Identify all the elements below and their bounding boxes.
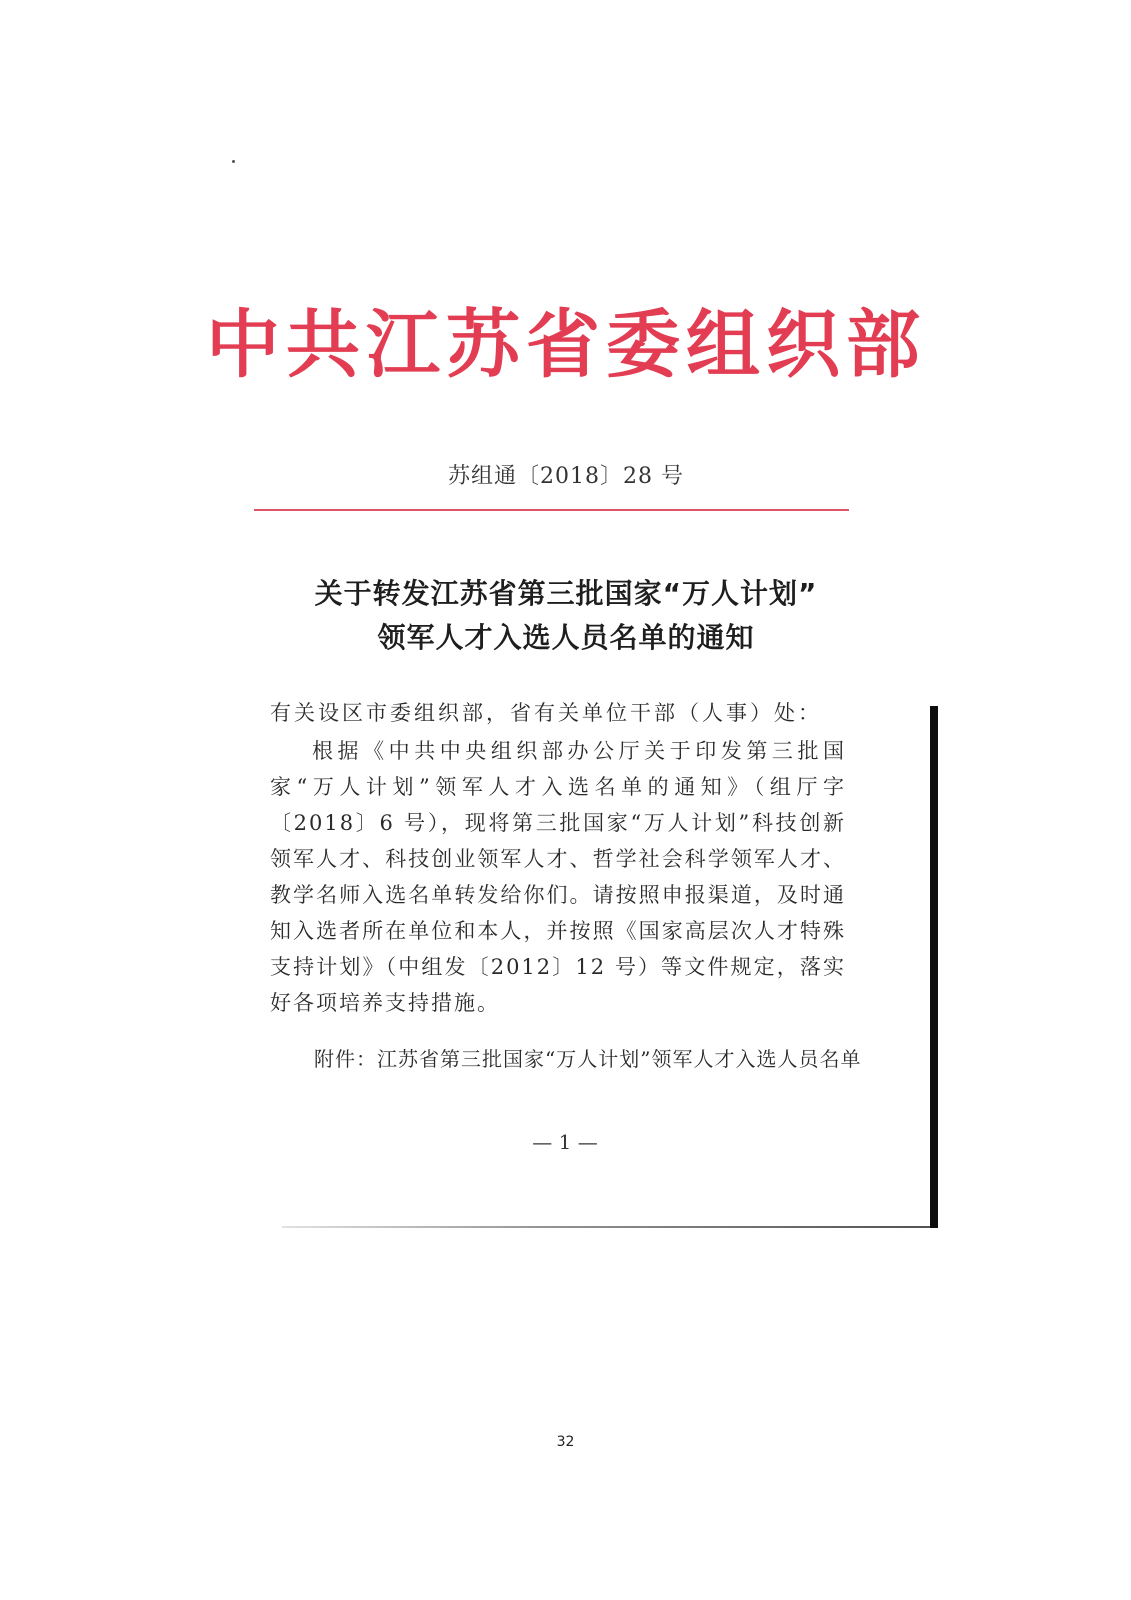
masthead-organization-name: 中共江苏省委组织部 (206, 302, 926, 388)
body-paragraph: 根据《中共中央组织部办公厅关于印发第三批国家“万人计划”领军人才入选名单的通知》（组厅字〔2018〕6 号），现将第三批国家“万人计划”科技创新领军人才、科技创业领军人才、哲学社会科学领军人才、教学名师入选名单转发给你们。请按照申报渠道，及时通知入选者所在单位和本人，并按照《国家高层次人才特殊支持计划》（中组发〔2012〕12 号）等文件规定，落实好各项培养支持措施。 (270, 739, 846, 1015)
document-title (200, 572, 932, 660)
document-number: 苏组通〔2018〕28 号 (448, 464, 684, 489)
scan-edge-vertical (930, 706, 938, 1228)
footer-page-number: 32 (556, 1434, 575, 1450)
scan-edge-horizontal (282, 1226, 930, 1228)
document-title-line-2: 领军人才入选人员名单的通知 (377, 621, 755, 654)
salutation: 有关设区市委组织部，省有关单位干部（人事）处： (270, 701, 822, 725)
scan-speck (232, 160, 235, 163)
document-title-line-1: 关于转发江苏省第三批国家“万人计划” (314, 577, 818, 610)
inner-page-number: — 1 — (532, 1130, 598, 1154)
red-divider-line (254, 509, 849, 511)
attachment-note: 附件：江苏省第三批国家“万人计划”领军人才入选人员名单 (314, 1047, 862, 1071)
